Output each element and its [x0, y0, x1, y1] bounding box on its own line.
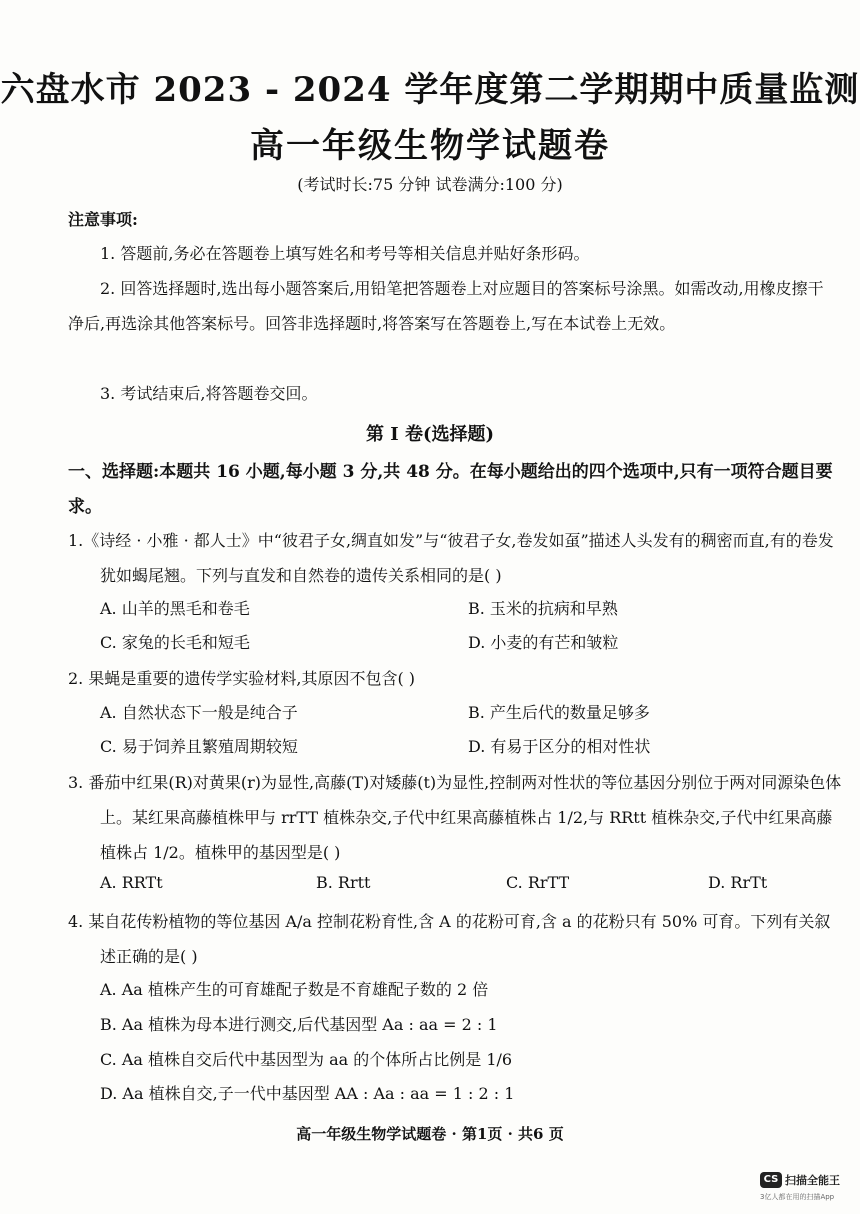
- question-1: [68, 523, 843, 593]
- question-2-option-d: D. 有易于区分的相对性状: [468, 737, 651, 756]
- question-4-option-a: A. Aa 植株产生的可育雄配子数是不育雄配子数的 2 倍: [100, 980, 489, 999]
- question-2: [68, 661, 843, 696]
- exam-subtitle: (考试时长:75 分钟 试卷满分:100 分): [297, 175, 563, 194]
- question-3-stem: 3. 番茄中红果(R)对黄果(r)为显性,高藤(T)对矮藤(t)为显性,控制两对性状的等位基因分别位于两对同源染色体上。某红果高藤植株甲与 rrTT 植株杂交,子代中红果高藤植株占 1/2,与 RRtt 植株杂交,子代中红果高藤植株占 1/2。植株甲的基因型是( ): [68, 773, 842, 862]
- question-3-option-b: B. Rrtt: [316, 873, 371, 892]
- section-heading: 一、选择题:本题共 16 小题,每小题 3 分,共 48 分。在每小题给出的四个选项中,只有一项符合题目要求。: [68, 462, 833, 517]
- question-2-stem: 2. 果蝇是重要的遗传学实验材料,其原因不包含( ): [68, 669, 416, 688]
- question-1-option-c: C. 家兔的长毛和短毛: [100, 633, 250, 652]
- question-1-option-b: B. 玉米的抗病和早熟: [468, 599, 618, 618]
- notice-item-2: 2. 回答选择题时,选出每小题答案后,用铅笔把答题卷上对应题目的答案标号涂黑。如需改动,用橡皮擦干净后,再选涂其他答案标号。回答非选择题时,将答案写在答题卷上,写在本试卷上无效。: [68, 279, 824, 333]
- question-3-option-a: A. RRTt: [100, 873, 163, 892]
- question-2-option-a: A. 自然状态下一般是纯合子: [100, 703, 298, 722]
- notice-heading: 注意事项:: [68, 210, 138, 229]
- question-4-stem: 4. 某自花传粉植物的等位基因 A/a 控制花粉育性,含 A 的花粉可育,含 a 的花粉只有 50% 可育。下列有关叙述正确的是( ): [68, 912, 831, 966]
- question-3: [68, 765, 843, 870]
- question-4-option-b: B. Aa 植株为母本进行测交,后代基因型 Aa : aa = 2 : 1: [100, 1015, 498, 1034]
- scanner-watermark: [755, 1170, 855, 1210]
- question-1-option-d: D. 小麦的有芒和皱粒: [468, 633, 619, 652]
- question-1-stem: 1.《诗经 · 小雅 · 都人士》中“彼君子女,绸直如发”与“彼君子女,卷发如虿”描述人头发有的稠密而直,有的卷发犹如蝎尾翘。下列与直发和自然卷的遗传关系相同的是( ): [68, 531, 834, 585]
- question-2-option-b: B. 产生后代的数量足够多: [468, 703, 650, 722]
- watermark-name: 扫描全能王: [785, 1174, 840, 1187]
- question-4: [68, 904, 843, 974]
- notice-item-1: 1. 答题前,务必在答题卷上填写姓名和考号等相关信息并贴好条形码。: [100, 244, 590, 263]
- question-1-option-a: A. 山羊的黑毛和卷毛: [100, 599, 250, 618]
- watermark-tagline: 3亿人都在用的扫描App: [760, 1193, 835, 1201]
- camscanner-logo-icon: CS: [760, 1172, 782, 1188]
- notice-item-3: 3. 考试结束后,将答题卷交回。: [100, 384, 318, 403]
- part-title: 第 I 卷(选择题): [366, 424, 494, 445]
- exam-title-line2: 高一年级生物学试题卷: [250, 126, 610, 166]
- question-2-option-c: C. 易于饲养且繁殖周期较短: [100, 737, 298, 756]
- question-4-option-c: C. Aa 植株自交后代中基因型为 aa 的个体所占比例是 1/6: [100, 1050, 513, 1069]
- question-4-option-d: D. Aa 植株自交,子一代中基因型 AA : Aa : aa = 1 : 2 : 1: [100, 1084, 515, 1103]
- question-3-option-c: C. RrTT: [506, 873, 570, 892]
- page-footer: 高一年级生物学试题卷 · 第1页 · 共6 页: [296, 1125, 564, 1143]
- question-3-option-d: D. RrTt: [708, 873, 768, 892]
- exam-title-line1: 六盘水市 2023 - 2024 学年度第二学期期中质量监测: [0, 70, 860, 110]
